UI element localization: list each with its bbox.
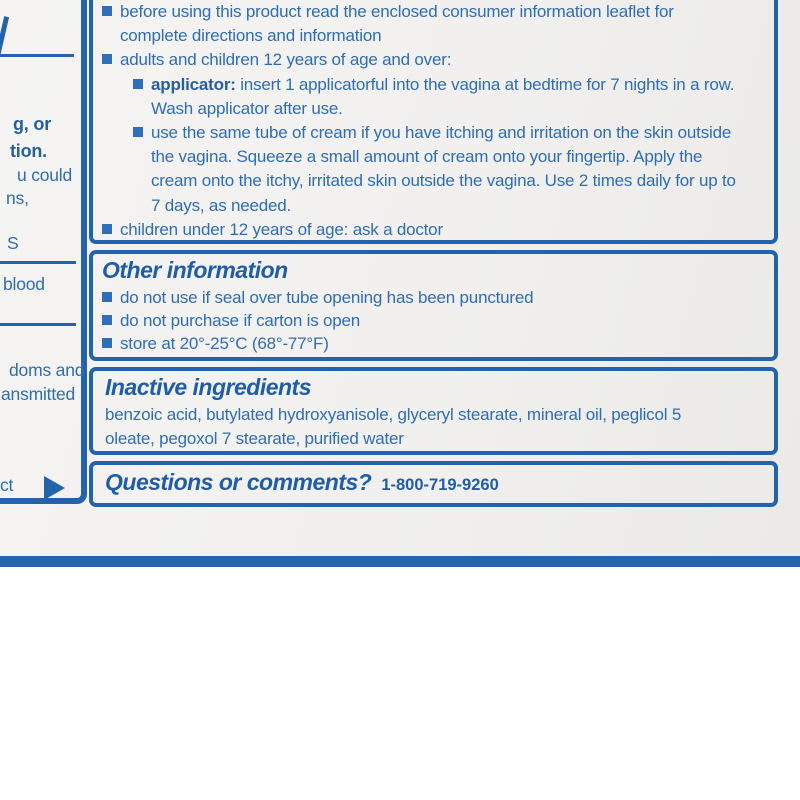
directions-subitem xyxy=(133,121,764,218)
bullet-square-icon xyxy=(133,127,143,137)
bullet-square-icon xyxy=(102,224,112,234)
left-divider xyxy=(0,323,76,326)
bullet-square-icon xyxy=(102,54,112,64)
left-fragment-text: u could xyxy=(17,165,73,185)
applicator-lead-label: applicator: xyxy=(151,74,236,94)
left-fragment-text: g, or xyxy=(13,114,51,134)
other-info-line: store at 20°-25°C (68°-77°F) xyxy=(120,334,329,354)
directions-line: 7 days, as needed. xyxy=(151,195,292,215)
questions-title: Questions or comments? xyxy=(105,469,372,495)
ingredients-line: oleate, pegoxol 7 stearate, purified water xyxy=(105,428,404,448)
left-fragment-text: tion. xyxy=(10,141,47,161)
directions-subitem xyxy=(133,73,764,121)
left-fragment-text: S xyxy=(7,233,19,253)
section-title: Inactive ingredients xyxy=(105,374,312,400)
left-fragment-text: ansmitted xyxy=(1,384,76,404)
left-fragment-text: ct xyxy=(0,475,14,495)
left-divider xyxy=(0,54,74,57)
left-fragment-text: ns, xyxy=(6,188,29,208)
left-divider xyxy=(0,261,76,264)
directions-item xyxy=(102,218,764,242)
other-info-item xyxy=(102,332,764,355)
directions-line: complete directions and information xyxy=(120,26,382,46)
directions-line: use the same tube of cream if you have itching and irritation on the skin outside xyxy=(151,123,732,143)
directions-item xyxy=(102,0,764,48)
bullet-square-icon xyxy=(102,292,112,302)
questions-box xyxy=(89,461,778,507)
directions-line xyxy=(151,73,764,97)
other-info-item xyxy=(102,309,764,332)
directions-line-text: insert 1 applicatorful into the vagina at bedtime for 7 nights in a row. xyxy=(240,74,735,94)
section-title: Other information xyxy=(102,257,288,283)
ingredients-line: benzoic acid, butylated hydroxyanisole, glyceryl stearate, mineral oil, peglicol 5 xyxy=(105,405,682,424)
directions-line: adults and children 12 years of age and over: xyxy=(120,50,452,70)
left-fragment-text: doms and xyxy=(9,360,85,380)
left-panel-box xyxy=(0,0,87,504)
bullet-square-icon xyxy=(133,79,143,89)
carton-bottom-stripe xyxy=(0,556,800,567)
directions-line: cream onto the itchy, irritated skin outside the vagina. Use 2 times daily for up to xyxy=(151,171,736,191)
other-information-box xyxy=(89,250,778,361)
directions-line: children under 12 years of age: ask a doctor xyxy=(120,219,443,239)
directions-item xyxy=(102,48,764,72)
bullet-square-icon xyxy=(102,338,112,348)
other-info-line: do not use if seal over tube opening has been punctured xyxy=(120,288,534,307)
continued-arrow-icon xyxy=(44,476,65,500)
other-info-item xyxy=(102,286,764,309)
directions-line: Wash applicator after use. xyxy=(151,98,343,118)
other-info-line: do not purchase if carton is open xyxy=(120,311,361,331)
directions-line: before using this product read the enclosed consumer information leaflet for xyxy=(120,2,674,21)
left-fragment-text: blood xyxy=(3,274,45,294)
bullet-square-icon xyxy=(102,315,112,325)
directions-box xyxy=(89,0,778,244)
directions-line: the vagina. Squeeze a small amount of cream onto your fingertip. Apply the xyxy=(151,147,703,167)
inactive-ingredients-box xyxy=(89,367,778,455)
phone-number: 1-800-719-9260 xyxy=(381,476,499,494)
bullet-square-icon xyxy=(102,6,112,16)
